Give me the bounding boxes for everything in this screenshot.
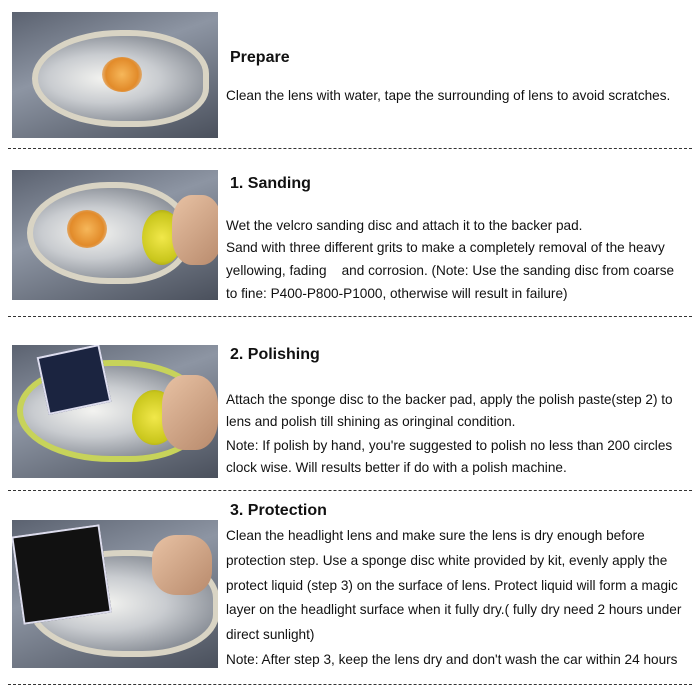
section-text: layer on the headlight surface when it fully dry.( fully dry need 2 hours under [226,602,682,617]
section-text: protection step. Use a sponge disc white provided by kit, evenly apply the [226,553,668,568]
section-title-protection: 3. Protection [230,502,327,519]
section-text: direct sunlight) [226,627,315,642]
section-text: Sand with three different grits to make a completely removal of the heavy [226,240,665,255]
section-title-polishing: 2. Polishing [230,346,320,363]
section-text: clock wise. Will results better if do with a polish machine. [226,460,567,475]
section-title-sanding: 1. Sanding [230,175,311,192]
section-text: to fine: P400-P800-P1000, otherwise will result in failure) [226,286,568,301]
section-text: yellowing, fading and corrosion. (Note: Use the sanding disc from coarse [226,263,675,278]
section-text: Note: If polish by hand, you're suggested to polish no less than 200 circles [226,438,673,453]
section-text: Wet the velcro sanding disc and attach it to the backer pad. [226,218,583,233]
section-text: Clean the headlight lens and make sure the lens is dry enough before [226,528,645,543]
divider [8,148,692,149]
prepare-photo [12,12,218,138]
section-text: protect liquid (step 3) on the surface of lens. Protect liquid will form a magic [226,578,678,593]
section-text: Attach the sponge disc to the backer pad, apply the polish paste(step 2) to [226,392,673,407]
section-title-prepare: Prepare [230,49,290,66]
protection-photo [12,520,218,668]
section-text: lens and polish till shining as oringinal condition. [226,414,516,429]
divider [8,490,692,491]
divider [8,684,692,685]
section-text: Clean the lens with water, tape the surrounding of lens to avoid scratches. [226,88,671,103]
sanding-photo [12,170,218,300]
section-text: Note: After step 3, keep the lens dry and don't wash the car within 24 hours [226,652,678,667]
polishing-photo [12,345,218,478]
divider [8,316,692,317]
